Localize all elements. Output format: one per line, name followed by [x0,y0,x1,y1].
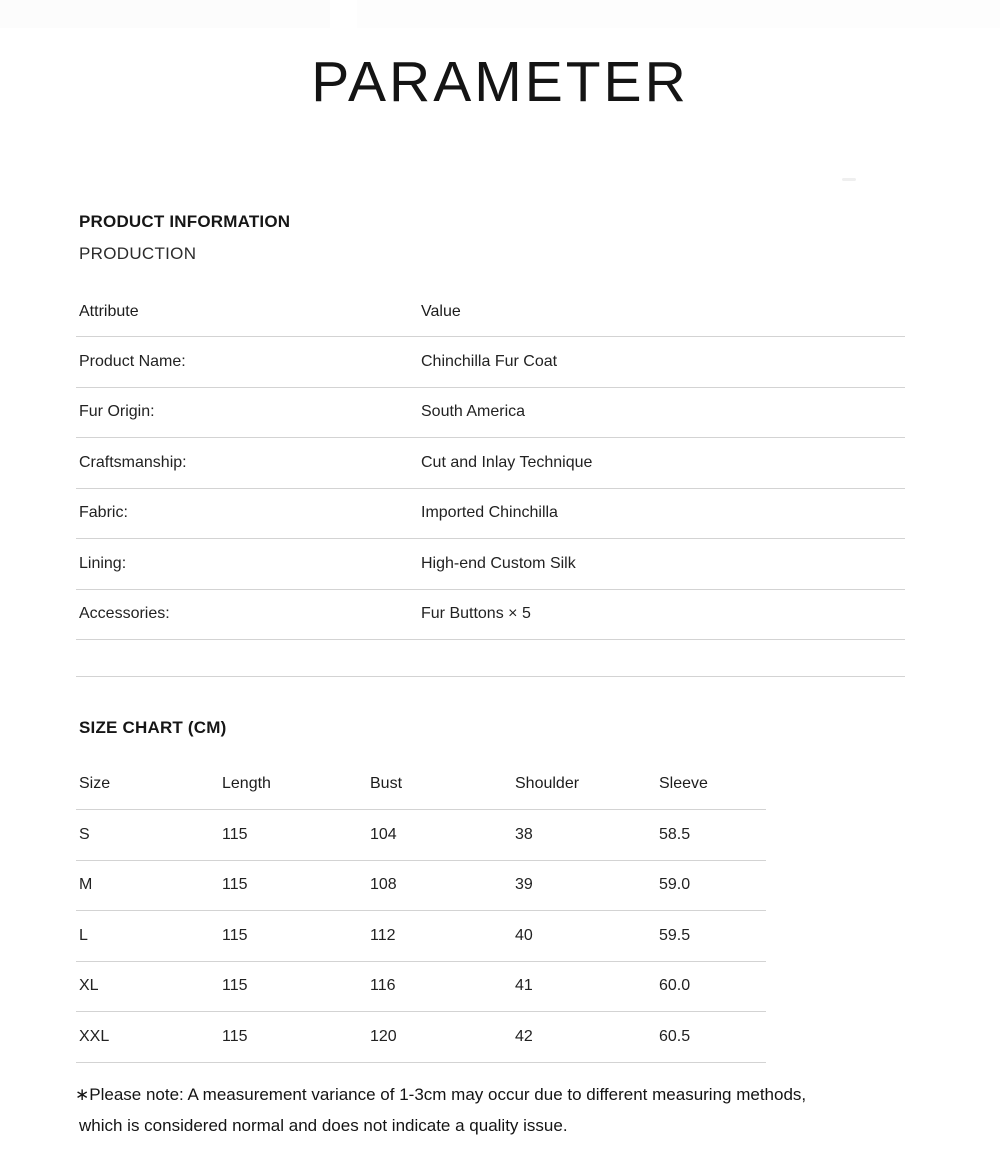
product-info-row [76,489,905,540]
product-info-attribute: Fur Origin: [79,403,155,421]
size-chart-row [76,911,766,962]
size-cell-bust: 108 [370,876,397,894]
size-cell-shoulder: 40 [515,926,533,944]
size-chart-col-size: Size [79,774,111,792]
product-info-value: Cut and Inlay Technique [421,453,593,471]
product-info-empty-row [76,640,905,677]
size-cell-shoulder: 42 [515,1027,533,1045]
size-cell-length: 115 [222,876,248,894]
size-chart-col-sleeve: Sleeve [659,774,708,792]
product-info-heading: PRODUCT INFORMATION [79,212,291,231]
size-chart-row [76,810,766,861]
size-cell-shoulder: 38 [515,825,533,843]
size-cell-bust: 104 [370,825,397,843]
product-info-header-row [76,287,905,337]
product-info-attribute: Product Name: [79,352,186,370]
size-chart-row [76,962,766,1013]
product-info-value: Imported Chinchilla [421,504,558,522]
product-info-attribute: Fabric: [79,504,128,522]
product-info-table [76,287,905,677]
size-cell-length: 115 [222,926,248,944]
product-info-col-attribute: Attribute [79,302,139,320]
size-cell-size: XXL [79,1027,110,1045]
size-cell-sleeve: 59.0 [659,876,691,894]
size-cell-size: L [79,926,88,944]
product-info-attribute: Craftsmanship: [79,453,187,471]
size-cell-length: 115 [222,1027,248,1045]
size-cell-bust: 112 [370,926,396,944]
footnote-line-1: ∗Please note: A measurement variance of 1-3cm may occur due to different measuring methods, [75,1084,807,1104]
product-info-attribute: Accessories: [79,605,170,623]
product-info-value: High-end Custom Silk [421,554,576,572]
product-info-row [76,337,905,388]
product-info-rows [76,337,905,640]
size-chart-heading: SIZE CHART (CM) [79,718,227,737]
top-band-gap [330,0,357,28]
size-cell-sleeve: 59.5 [659,926,691,944]
size-cell-bust: 116 [370,977,396,995]
size-chart-table [76,758,766,1063]
size-cell-shoulder: 41 [515,977,533,995]
size-cell-bust: 120 [370,1027,397,1045]
size-cell-shoulder: 39 [515,876,533,894]
size-chart-col-length: Length [222,774,271,792]
size-cell-length: 115 [222,825,248,843]
size-cell-sleeve: 58.5 [659,825,691,843]
size-chart-header-row [76,758,766,810]
product-info-value: South America [421,403,526,421]
size-chart-rows [76,810,766,1063]
product-info-value: Chinchilla Fur Coat [421,352,558,370]
size-cell-size: S [79,825,90,843]
footnote-line-2: which is considered normal and does not indicate a quality issue. [79,1115,568,1135]
page-title: PARAMETER [311,50,689,114]
product-info-subheading: PRODUCTION [79,244,197,263]
content-area [0,212,1000,1141]
product-info-row [76,438,905,489]
product-info-row [76,590,905,641]
size-cell-sleeve: 60.5 [659,1027,691,1045]
size-cell-length: 115 [222,977,248,995]
top-band-segment-left [0,0,330,28]
top-band-decoration [0,0,1000,28]
size-cell-sleeve: 60.0 [659,977,691,995]
size-chart-row [76,1012,766,1063]
product-info-col-value: Value [421,302,461,320]
size-chart-row [76,861,766,912]
size-chart-col-shoulder: Shoulder [515,774,580,792]
product-info-value: Fur Buttons × 5 [421,605,531,623]
measurement-footnote [76,1079,905,1141]
size-cell-size: XL [79,977,99,995]
size-chart-col-bust: Bust [370,774,403,792]
top-band-segment-right [357,0,1000,28]
decorative-mark [842,178,856,181]
product-info-row [76,539,905,590]
product-info-attribute: Lining: [79,554,127,572]
product-info-row [76,388,905,439]
size-cell-size: M [79,876,93,894]
